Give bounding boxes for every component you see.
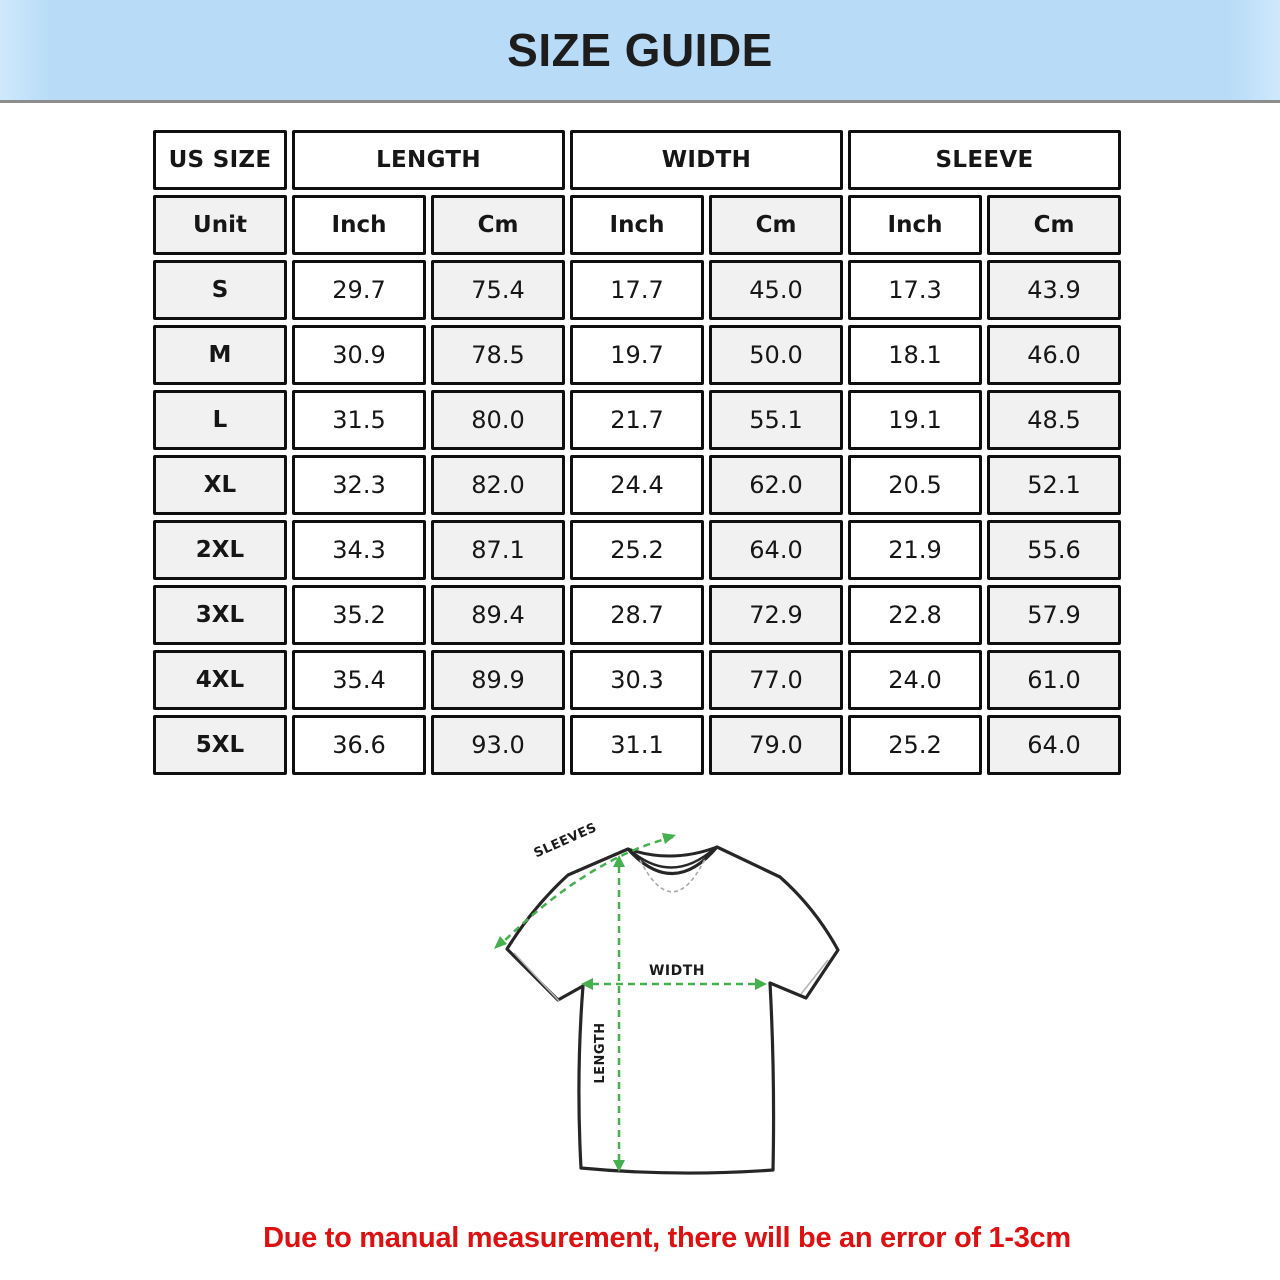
- value-cell: 62.0: [709, 455, 843, 515]
- tshirt-measurement-diagram: [440, 800, 920, 1210]
- table-row: [153, 390, 1121, 450]
- size-cell: 4XL: [153, 650, 287, 710]
- value-cell: 78.5: [431, 325, 565, 385]
- unit-cell: Unit: [153, 195, 287, 255]
- header-banner: [0, 0, 1280, 103]
- size-cell: M: [153, 325, 287, 385]
- table-row: [153, 260, 1121, 320]
- value-cell: 19.1: [848, 390, 982, 450]
- value-cell: 19.7: [570, 325, 704, 385]
- table-row: [153, 520, 1121, 580]
- value-cell: 21.9: [848, 520, 982, 580]
- unit-cell: Cm: [431, 195, 565, 255]
- value-cell: 30.3: [570, 650, 704, 710]
- value-cell: 48.5: [987, 390, 1121, 450]
- value-cell: 87.1: [431, 520, 565, 580]
- value-cell: 30.9: [292, 325, 426, 385]
- value-cell: 72.9: [709, 585, 843, 645]
- unit-cell: Inch: [848, 195, 982, 255]
- size-cell: 5XL: [153, 715, 287, 775]
- value-cell: 35.4: [292, 650, 426, 710]
- value-cell: 24.4: [570, 455, 704, 515]
- value-cell: 28.7: [570, 585, 704, 645]
- value-cell: 20.5: [848, 455, 982, 515]
- header-cell-width: WIDTH: [570, 130, 843, 190]
- sleeves-label: SLEEVES: [531, 820, 600, 862]
- value-cell: 25.2: [848, 715, 982, 775]
- value-cell: 31.5: [292, 390, 426, 450]
- value-cell: 79.0: [709, 715, 843, 775]
- size-cell: 2XL: [153, 520, 287, 580]
- value-cell: 43.9: [987, 260, 1121, 320]
- value-cell: 29.7: [292, 260, 426, 320]
- size-guide-table: [148, 125, 1126, 780]
- unit-cell: Inch: [292, 195, 426, 255]
- table-header-row: [153, 130, 1121, 190]
- size-cell: XL: [153, 455, 287, 515]
- unit-row: [153, 195, 1121, 255]
- value-cell: 24.0: [848, 650, 982, 710]
- value-cell: 89.9: [431, 650, 565, 710]
- value-cell: 22.8: [848, 585, 982, 645]
- value-cell: 55.1: [709, 390, 843, 450]
- tshirt-outline: [507, 847, 838, 1173]
- size-cell: 3XL: [153, 585, 287, 645]
- value-cell: 17.7: [570, 260, 704, 320]
- size-cell: L: [153, 390, 287, 450]
- value-cell: 50.0: [709, 325, 843, 385]
- size-cell: S: [153, 260, 287, 320]
- unit-cell: Cm: [987, 195, 1121, 255]
- value-cell: 36.6: [292, 715, 426, 775]
- header-cell-sleeve: SLEEVE: [848, 130, 1121, 190]
- value-cell: 75.4: [431, 260, 565, 320]
- value-cell: 61.0: [987, 650, 1121, 710]
- value-cell: 82.0: [431, 455, 565, 515]
- unit-cell: Cm: [709, 195, 843, 255]
- value-cell: 93.0: [431, 715, 565, 775]
- value-cell: 55.6: [987, 520, 1121, 580]
- unit-cell: Inch: [570, 195, 704, 255]
- measurement-disclaimer: Due to manual measurement, there will be an error of 1-3cm: [263, 1222, 1071, 1254]
- table-row: [153, 455, 1121, 515]
- value-cell: 25.2: [570, 520, 704, 580]
- value-cell: 64.0: [987, 715, 1121, 775]
- length-label: LENGTH: [593, 1022, 608, 1084]
- value-cell: 32.3: [292, 455, 426, 515]
- width-label: WIDTH: [648, 963, 706, 979]
- header-cell-us-size: US SIZE: [153, 130, 287, 190]
- table-row: [153, 715, 1121, 775]
- value-cell: 31.1: [570, 715, 704, 775]
- value-cell: 18.1: [848, 325, 982, 385]
- value-cell: 35.2: [292, 585, 426, 645]
- page-title: SIZE GUIDE: [507, 24, 773, 76]
- value-cell: 80.0: [431, 390, 565, 450]
- table-row: [153, 325, 1121, 385]
- value-cell: 34.3: [292, 520, 426, 580]
- value-cell: 52.1: [987, 455, 1121, 515]
- value-cell: 77.0: [709, 650, 843, 710]
- table-row: [153, 650, 1121, 710]
- value-cell: 45.0: [709, 260, 843, 320]
- value-cell: 57.9: [987, 585, 1121, 645]
- value-cell: 89.4: [431, 585, 565, 645]
- value-cell: 64.0: [709, 520, 843, 580]
- value-cell: 17.3: [848, 260, 982, 320]
- value-cell: 21.7: [570, 390, 704, 450]
- table-row: [153, 585, 1121, 645]
- value-cell: 46.0: [987, 325, 1121, 385]
- header-cell-length: LENGTH: [292, 130, 565, 190]
